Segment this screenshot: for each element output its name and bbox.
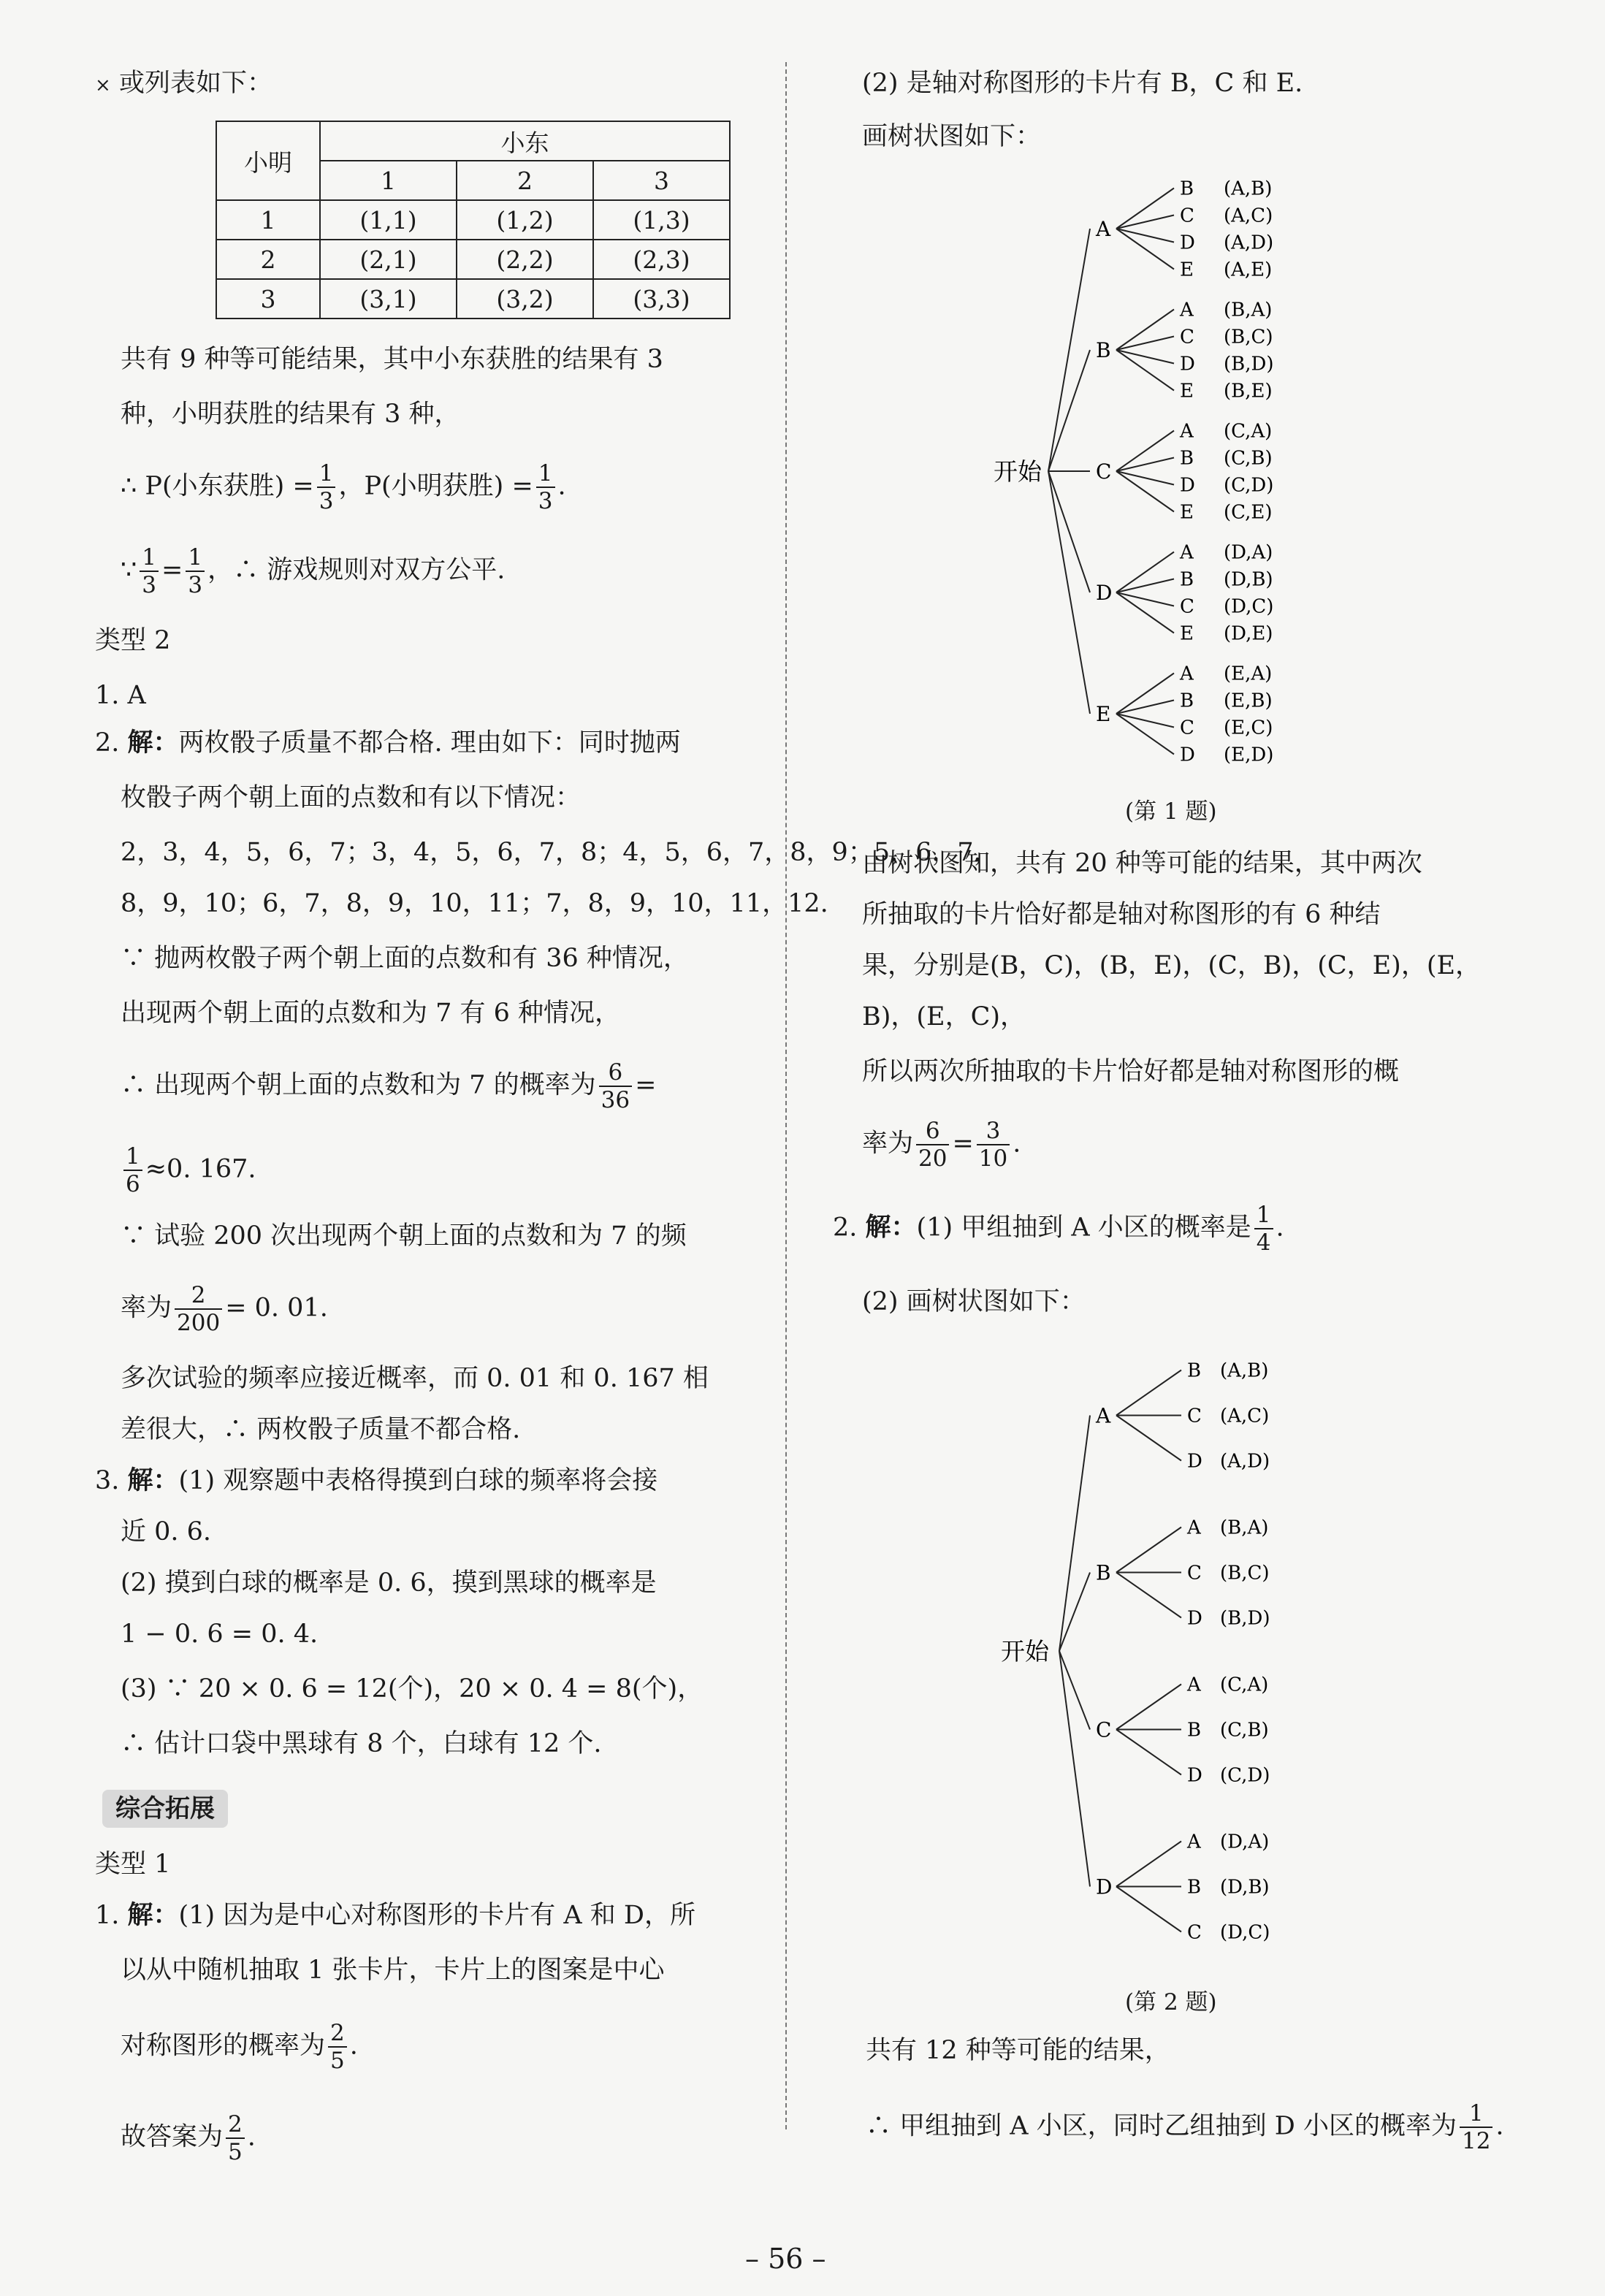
tree-outcome: (D,B) [1220,1876,1270,1899]
tree-outcome: (B,C) [1220,1562,1270,1584]
tree-leaf: A [1187,1674,1201,1696]
text-line: 由树状图知，共有 20 种等可能的结果，其中两次 [862,849,1422,878]
tree-edge [1116,1370,1181,1416]
tree-leaf: D [1187,1764,1202,1787]
tree-leaf: B [1180,447,1194,470]
tree-outcome: (C,D) [1224,474,1274,497]
tree-edge [1048,229,1090,471]
tree-outcome: (B,A) [1224,299,1273,321]
text-line: 以从中随机抽取 1 张卡片，卡片上的图案是中心 [121,1956,665,1985]
tree-outcome: (C,A) [1224,420,1273,443]
tree-node: C [1096,459,1112,484]
text-line: 多次试验的频率应接近概率，而 0. 01 和 0. 167 相 [121,1364,709,1393]
fraction: $\frac{1}{6}$ [123,1143,142,1197]
tree-leaf: E [1180,501,1194,524]
text-line: 果，分别是(B，C)，(B，E)，(C，B)，(C，E)，(E， [862,951,1482,980]
tree-outcome: (A,D) [1220,1450,1270,1473]
tree-leaf: D [1180,474,1195,497]
tree-node: B [1096,1560,1111,1585]
tree-leaf: D [1180,744,1195,766]
tree-edge [1116,1528,1181,1573]
prob-line: $\frac{1}{6}$ ≈0. 167. [121,1143,256,1197]
tree-node: A [1096,217,1111,241]
tree-root: 开始 [994,457,1042,486]
fraction: $\frac{1}{3}$ [186,544,205,598]
tree-leaf: B [1187,1719,1202,1742]
table-col-header: 1 [320,161,457,200]
tree-edge [1059,1651,1090,1887]
tree-edge [1116,1416,1181,1461]
prob-line: 率为 $\frac{6}{20}$ = $\frac{3}{10}$ . [862,1118,1021,1172]
tree-outcome: (A,B) [1224,178,1273,200]
figure-caption: (第 2 题) [1125,1989,1217,2015]
tree-outcome: (C,E) [1224,501,1273,524]
tree-leaf: C [1187,1921,1202,1944]
tree-leaf: B [1180,690,1194,712]
text-line: 2，3，4，5，6，7；3，4，5，6，7，8；4，5，6，7，8，9；5，6，7， [121,838,999,867]
tree-outcome: (A,D) [1224,232,1274,254]
tree-leaf: C [1180,326,1194,348]
tree-outcome: (D,E) [1224,622,1273,645]
text-line: 画树状图如下： [862,122,1042,151]
text-line: 枚骰子两个朝上面的点数和有以下情况： [121,783,582,812]
section-tag: 综合拓展 [102,1790,228,1828]
question-line: 1. 解：(1) 因为是中心对称图形的卡片有 A 和 D，所 [95,1900,695,1930]
table-cell: (2,2) [457,240,593,279]
column-divider [785,62,787,2129]
tree-leaf: A [1180,541,1194,564]
tree-outcome: (E,C) [1224,717,1273,739]
prob-line: ∴ P(小东获胜) = $\frac{1}{3}$ ，P(小明获胜) = $\frac{1}{3}$ . [121,460,566,514]
tree-node: D [1096,1874,1113,1899]
tree-leaf: C [1187,1405,1202,1427]
tree-leaf: C [1180,205,1194,227]
text-line: (2) 是轴对称图形的卡片有 B，C 和 E. [862,69,1303,98]
tree-edge [1116,1685,1181,1730]
type-heading: 类型 1 [95,1850,171,1879]
table-cell: (2,1) [320,240,457,279]
tree-outcome: (D,A) [1224,541,1273,564]
tree-leaf: D [1187,1607,1202,1630]
outcome-table [216,121,731,319]
prob-line: 对称图形的概率为 $\frac{2}{5}$ . [121,2020,358,2074]
fraction: $\frac{1}{3}$ [536,460,555,514]
tree-outcome: (B,D) [1220,1607,1270,1630]
question-line: 2. 解：(1) 甲组抽到 A 小区的概率是 $\frac{1}{4}$ . [833,1202,1284,1256]
text-line: 出现两个朝上面的点数和为 7 有 6 种情况， [121,999,621,1028]
intro-line: × 或列表如下： [95,69,272,98]
table-row [216,200,730,240]
tree-leaf: E [1180,259,1194,281]
tree-leaf: A [1180,663,1194,685]
tree-diagram-2 [1001,1337,1395,1965]
tree-outcome: (E,D) [1224,744,1274,766]
row-label: 3 [216,279,320,319]
tree-outcome: (C,D) [1220,1764,1270,1787]
tree-outcome: (E,A) [1224,663,1273,685]
text-line: 8，9，10；6，7，8，9，10，11；7，8，9，10，11，12. [121,889,828,918]
fraction: $\frac{1}{3}$ [140,544,159,598]
tree-leaf: D [1180,353,1195,375]
fraction: $\frac{2}{5}$ [226,2111,245,2165]
tree-outcome: (D,C) [1220,1921,1270,1944]
tree-leaf: B [1180,178,1194,200]
tree-outcome: (A,B) [1220,1359,1269,1382]
fraction: $\frac{2}{200}$ [175,1282,222,1336]
fair-line: ∵ $\frac{1}{3}$ = $\frac{1}{3}$ ，∴ 游戏规则对双方公平. [121,544,506,598]
text-line: 1 − 0. 6 = 0. 4. [121,1620,319,1649]
text-line: (2) 摸到白球的概率是 0. 6，摸到黑球的概率是 [121,1568,657,1598]
fraction: $\frac{1}{3}$ [317,460,336,514]
tree-leaf: E [1180,380,1194,403]
tree-leaf: A [1180,420,1194,443]
tree-outcome: (D,C) [1224,595,1274,618]
tree-outcome: (B,D) [1224,353,1274,375]
tree-outcome: (B,E) [1224,380,1273,403]
question-line: 2. 解：两枚骰子质量不都合格. 理由如下：同时抛两 [95,728,681,758]
answer-line: 故答案为 $\frac{2}{5}$ . [121,2111,256,2165]
row-label: 1 [216,200,320,240]
tree-node: A [1096,1403,1111,1428]
tree-outcome: (D,B) [1224,568,1273,591]
prob-line: ∴ 出现两个朝上面的点数和为 7 的概率为 $\frac{6}{36}$ = [121,1059,657,1113]
question-line: 3. 解：(1) 观察题中表格得摸到白球的频率将会接 [95,1465,658,1495]
fraction: $\frac{6}{20}$ [916,1118,949,1172]
text-line: (2) 画树状图如下： [862,1287,1086,1316]
tree-leaf: B [1180,568,1194,591]
table-top-header: 小东 [320,121,730,161]
tree-leaf: B [1187,1359,1202,1382]
table-row [216,240,730,279]
table-cell: (3,2) [457,279,593,319]
text-line: 共有 9 种等可能结果，其中小东获胜的结果有 3 [121,345,663,374]
tree-outcome: (C,A) [1220,1674,1269,1696]
table-cell: (1,2) [457,200,593,240]
tree-root: 开始 [1001,1637,1049,1666]
tree-outcome: (A,C) [1224,205,1273,227]
tree-leaf: D [1180,232,1195,254]
tree-edge [1059,1416,1090,1652]
tree-node: B [1096,338,1111,362]
tree-outcome: (A,C) [1220,1405,1270,1427]
fraction: $\frac{2}{5}$ [328,2020,347,2074]
table-cell: (1,3) [593,200,730,240]
row-label: 2 [216,240,320,279]
text-line: 近 0. 6. [121,1517,212,1546]
answer-line: 1. A [95,681,146,710]
tree-node: E [1096,702,1111,726]
tree-edge [1116,1730,1181,1775]
table-col-header: 3 [593,161,730,200]
tree-outcome: (A,E) [1224,259,1273,281]
text-line: ∵ 试验 200 次出现两个朝上面的点数和为 7 的频 [121,1221,687,1251]
text-line: 所抽取的卡片恰好都是轴对称图形的有 6 种结 [862,900,1381,929]
table-cell: (1,1) [320,200,457,240]
tree-edge [1048,471,1090,714]
fraction: $\frac{3}{10}$ [977,1118,1010,1172]
tree-edge [1048,471,1090,592]
tree-leaf: B [1187,1876,1202,1899]
tree-leaf: A [1187,1831,1201,1853]
table-col-header: 2 [457,161,593,200]
tree-edge [1116,1573,1181,1618]
tree-outcome: (E,B) [1224,690,1273,712]
type-heading: 类型 2 [95,626,171,655]
fraction: $\frac{1}{4}$ [1254,1202,1273,1256]
tree-diagram-1 [994,168,1403,774]
table-cell: (2,3) [593,240,730,279]
tree-outcome: (B,A) [1220,1517,1269,1539]
table-corner: 小明 [216,121,320,200]
page-number: – 56 – [745,2243,826,2275]
prob-line: ∴ 甲组抽到 A 小区，同时乙组抽到 D 小区的概率为 $\frac{1}{12}$ . [866,2100,1504,2154]
tree-leaf: E [1180,622,1194,645]
tree-outcome: (D,A) [1220,1831,1270,1853]
tree-edge [1048,350,1090,471]
prob-line: 率为 $\frac{2}{200}$ = 0. 01. [121,1282,328,1336]
fraction: $\frac{6}{36}$ [599,1059,632,1113]
tree-leaf: D [1187,1450,1202,1473]
text-line: 所以两次所抽取的卡片恰好都是轴对称图形的概 [862,1057,1400,1086]
text-line: ∵ 抛两枚骰子两个朝上面的点数和有 36 种情况， [121,944,689,973]
text-line: 差很大，∴ 两枚骰子质量不都合格. [121,1415,521,1444]
text-line: 种，小明获胜的结果有 3 种， [121,400,460,429]
fraction: $\frac{1}{12}$ [1460,2100,1492,2154]
table-cell: (3,3) [593,279,730,319]
tree-outcome: (C,B) [1224,447,1273,470]
tree-leaf: C [1180,595,1194,618]
tree-leaf: A [1180,299,1194,321]
table-row [216,279,730,319]
text-line: B)，(E，C)， [862,1002,1026,1031]
tree-leaf: C [1187,1562,1202,1584]
table-cell: (3,1) [320,279,457,319]
text-line: ∴ 估计口袋中黑球有 8 个，白球有 12 个. [121,1729,602,1758]
tree-node: D [1096,581,1113,605]
tree-edge [1116,1842,1181,1887]
tree-outcome: (C,B) [1220,1719,1269,1742]
tree-outcome: (B,C) [1224,326,1273,348]
tree-edge [1116,1887,1181,1932]
tree-node: C [1096,1717,1112,1742]
text-line: (3) ∵ 20 × 0. 6 = 12(个)，20 × 0. 4 = 8(个)， [121,1674,704,1704]
text-line: 共有 12 种等可能的结果， [866,2036,1170,2065]
tree-leaf: A [1187,1517,1201,1539]
tree-leaf: C [1180,717,1194,739]
figure-caption: (第 1 题) [1125,798,1217,825]
